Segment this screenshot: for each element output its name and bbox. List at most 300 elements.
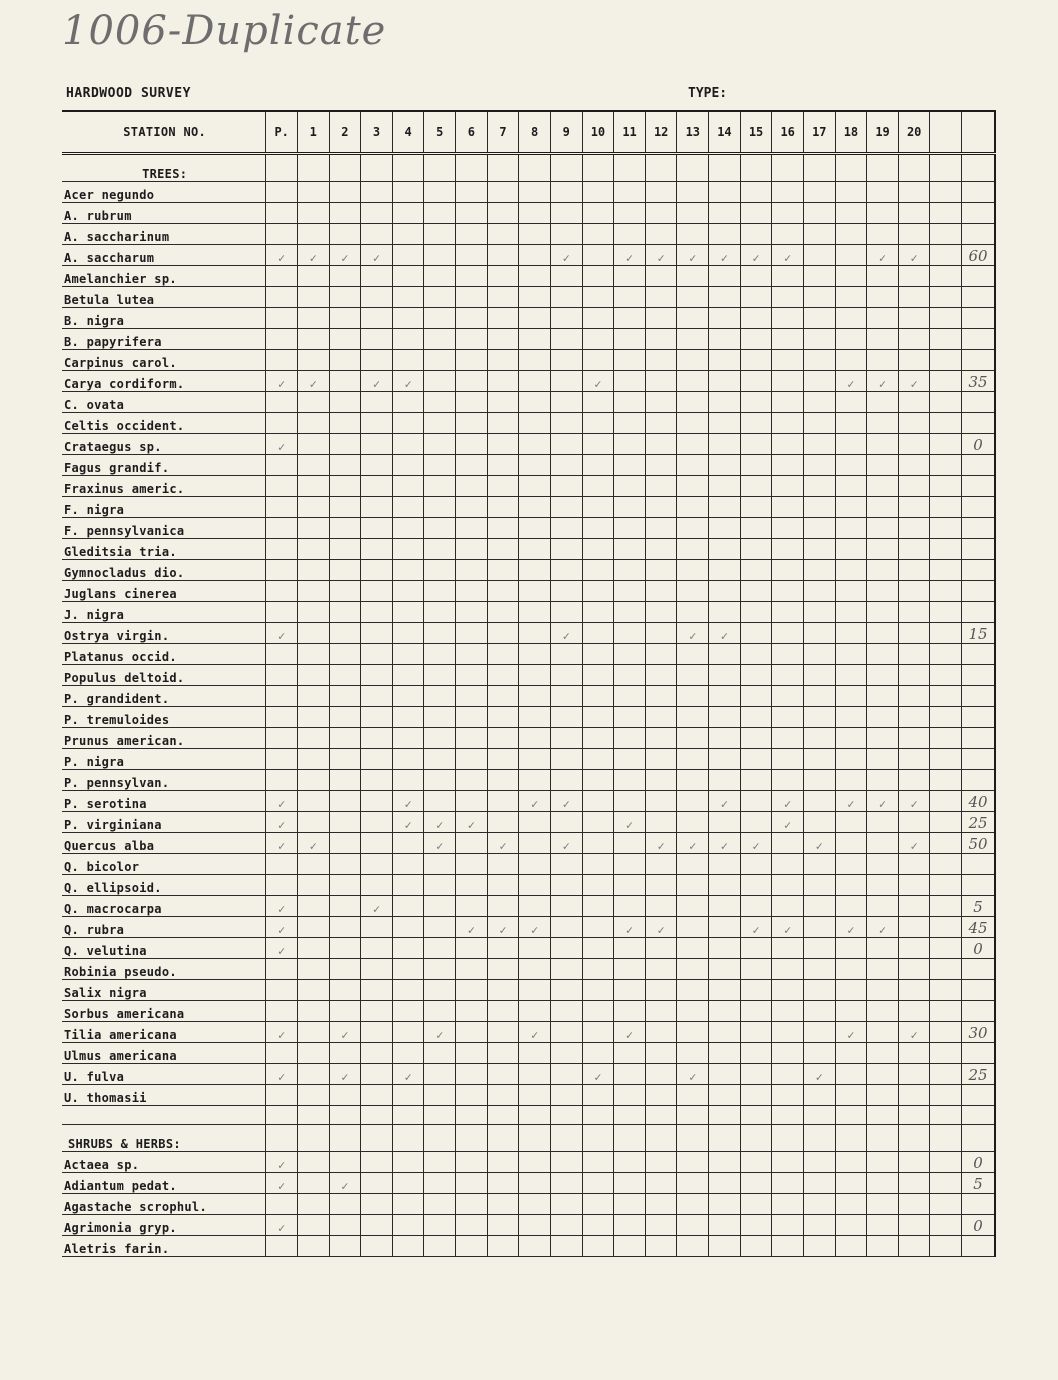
grid-cell [519,938,551,959]
grid-cell [898,896,930,917]
grid-cell [835,203,867,224]
grid-cell [550,896,582,917]
grid-cell [898,329,930,350]
grid-cell [772,770,804,791]
species-name: U. fulva [62,1064,266,1085]
grid-cell [361,602,393,623]
grid-cell [487,224,519,245]
check-mark: ✓ [266,1215,298,1236]
station-column-header: 9 [550,111,582,154]
station-column-header: 1 [297,111,329,154]
grid-cell [772,1173,804,1194]
grid-cell [424,413,456,434]
grid-cell [424,518,456,539]
species-total [962,350,995,371]
grid-cell [424,770,456,791]
species-row [62,623,995,644]
grid-cell [266,1194,298,1215]
grid-cell [392,350,424,371]
grid-cell [550,581,582,602]
species-name: Aletris farin. [62,1236,266,1257]
grid-cell [392,1152,424,1173]
grid-cell [645,980,677,1001]
grid-cell [297,1215,329,1236]
species-total: 15 [962,623,995,644]
grid-cell [392,224,424,245]
grid-cell [582,623,614,644]
grid-cell [487,371,519,392]
grid-cell [266,518,298,539]
grid-cell [329,770,361,791]
grid-cell [898,182,930,203]
grid-cell [803,938,835,959]
grid-cell [645,266,677,287]
grid-cell [550,980,582,1001]
grid-cell [835,392,867,413]
grid-cell [297,560,329,581]
grid-cell [487,623,519,644]
check-mark: ✓ [614,812,646,833]
grid-cell [803,350,835,371]
grid-cell [456,938,488,959]
grid-cell [487,1085,519,1106]
grid-cell [645,1215,677,1236]
grid-cell [582,875,614,896]
grid-cell [550,854,582,875]
grid-cell [709,476,741,497]
grid-cell [392,455,424,476]
grid-cell [614,1173,646,1194]
grid-cell [677,749,709,770]
species-row [62,980,995,1001]
grid-cell [803,749,835,770]
grid-cell [677,959,709,980]
grid-cell [677,980,709,1001]
grid-cell [519,1001,551,1022]
grid-cell [614,413,646,434]
species-name: A. saccharinum [62,224,266,245]
check-mark: ✓ [614,245,646,266]
grid-cell [772,224,804,245]
grid-cell [740,1001,772,1022]
grid-cell [709,1236,741,1257]
grid-cell [487,350,519,371]
grid-cell [519,581,551,602]
grid-cell [930,266,962,287]
grid-cell [709,812,741,833]
grid-cell [867,770,899,791]
station-column-header: 16 [772,111,804,154]
grid-cell [329,602,361,623]
grid-cell [645,476,677,497]
check-mark: ✓ [550,245,582,266]
grid-cell [709,1194,741,1215]
grid-cell [835,938,867,959]
check-mark: ✓ [772,917,804,938]
grid-cell [803,224,835,245]
grid-cell [740,854,772,875]
grid-cell [772,1001,804,1022]
grid-cell [835,182,867,203]
grid-cell [930,917,962,938]
grid-cell [329,539,361,560]
grid-cell [740,560,772,581]
grid-cell [930,1064,962,1085]
grid-cell [645,686,677,707]
grid-cell [898,602,930,623]
grid-cell [677,1043,709,1064]
grid-cell [677,665,709,686]
check-mark: ✓ [266,791,298,812]
grid-cell [424,539,456,560]
grid-cell [392,623,424,644]
grid-cell [297,539,329,560]
species-name: Fraxinus americ. [62,476,266,497]
species-name: Ulmus americana [62,1043,266,1064]
grid-cell [645,728,677,749]
grid-cell [392,581,424,602]
grid-cell [614,1152,646,1173]
grid-cell [487,1022,519,1043]
grid-cell [456,854,488,875]
species-name: Robinia pseudo. [62,959,266,980]
species-total: 0 [962,1152,995,1173]
grid-cell [266,581,298,602]
grid-cell [266,203,298,224]
grid-cell [361,1064,393,1085]
grid-cell [772,644,804,665]
grid-cell [487,182,519,203]
grid-cell [867,896,899,917]
grid-cell [424,581,456,602]
species-row [62,749,995,770]
grid-cell [772,1215,804,1236]
grid-cell [898,497,930,518]
grid-cell [519,518,551,539]
species-row [62,854,995,875]
grid-cell [772,665,804,686]
grid-cell [772,959,804,980]
grid-cell [519,623,551,644]
species-row [62,602,995,623]
check-mark: ✓ [550,791,582,812]
grid-cell [709,602,741,623]
grid-cell [867,560,899,581]
grid-cell [772,1022,804,1043]
check-mark: ✓ [266,1064,298,1085]
grid-cell [424,1085,456,1106]
grid-cell [803,1152,835,1173]
grid-cell [740,329,772,350]
grid-cell [519,539,551,560]
grid-cell [867,413,899,434]
check-mark: ✓ [867,791,899,812]
grid-cell [392,602,424,623]
grid-cell [677,896,709,917]
grid-cell [772,518,804,539]
check-mark: ✓ [361,245,393,266]
grid-cell [361,1236,393,1257]
species-total [962,287,995,308]
check-mark: ✓ [266,938,298,959]
grid-cell [614,476,646,497]
grid-cell [740,896,772,917]
species-name: Carya cordiform. [62,371,266,392]
grid-cell [930,308,962,329]
grid-cell [519,203,551,224]
grid-cell [772,1043,804,1064]
grid-cell [456,476,488,497]
grid-cell [392,1085,424,1106]
grid-cell [456,518,488,539]
grid-cell [519,812,551,833]
grid-cell [582,602,614,623]
grid-cell [392,1022,424,1043]
grid-cell [582,707,614,728]
grid-cell [266,308,298,329]
grid-cell [614,497,646,518]
grid-cell [582,560,614,581]
grid-cell [424,329,456,350]
grid-cell [772,602,804,623]
grid-cell [867,497,899,518]
grid-cell [297,329,329,350]
grid-cell [424,371,456,392]
species-row [62,896,995,917]
grid-cell [392,749,424,770]
grid-cell [361,665,393,686]
check-mark: ✓ [424,1022,456,1043]
grid-cell [456,203,488,224]
check-mark: ✓ [487,833,519,854]
grid-cell [614,560,646,581]
grid-cell [772,497,804,518]
grid-cell [361,812,393,833]
check-mark: ✓ [297,245,329,266]
check-mark: ✓ [835,1022,867,1043]
grid-cell [582,329,614,350]
grid-cell [392,539,424,560]
species-row [62,1085,995,1106]
grid-cell [582,266,614,287]
grid-cell [677,1173,709,1194]
grid-cell [550,1064,582,1085]
grid-cell [709,539,741,560]
grid-cell [582,203,614,224]
grid-cell [582,581,614,602]
grid-cell [424,1173,456,1194]
species-total: 45 [962,917,995,938]
grid-cell [867,1001,899,1022]
species-name: J. nigra [62,602,266,623]
grid-cell [266,329,298,350]
species-total [962,203,995,224]
grid-cell [392,1236,424,1257]
grid-cell [550,644,582,665]
grid-cell [709,665,741,686]
grid-cell [424,980,456,1001]
grid-cell [297,203,329,224]
grid-cell [709,329,741,350]
grid-cell [487,203,519,224]
grid-cell [297,350,329,371]
grid-cell [487,1194,519,1215]
grid-cell [803,665,835,686]
species-row [62,665,995,686]
grid-cell [424,896,456,917]
species-row [62,329,995,350]
grid-cell [930,686,962,707]
grid-cell [487,1215,519,1236]
grid-cell [898,1173,930,1194]
grid-cell [582,245,614,266]
grid-cell [645,224,677,245]
grid-cell [803,791,835,812]
grid-cell [550,1022,582,1043]
grid-cell [361,581,393,602]
grid-cell [487,665,519,686]
grid-cell [898,224,930,245]
grid-cell [740,623,772,644]
check-mark: ✓ [329,1064,361,1085]
grid-cell [582,476,614,497]
grid-cell [361,1152,393,1173]
grid-cell [835,455,867,476]
grid-cell [329,854,361,875]
check-mark: ✓ [361,896,393,917]
grid-cell [266,728,298,749]
grid-cell [519,1194,551,1215]
grid-cell [266,224,298,245]
grid-cell [392,476,424,497]
grid-cell [424,1001,456,1022]
grid-cell [424,308,456,329]
grid-cell [487,602,519,623]
grid-cell [835,1215,867,1236]
grid-cell [361,875,393,896]
grid-cell [930,728,962,749]
grid-cell [329,707,361,728]
grid-cell [519,392,551,413]
grid-cell [709,1215,741,1236]
grid-cell [392,392,424,413]
check-mark: ✓ [867,245,899,266]
grid-cell [772,455,804,476]
species-name: A. saccharum [62,245,266,266]
grid-cell [740,497,772,518]
grid-cell [867,1173,899,1194]
grid-cell [582,686,614,707]
grid-cell [803,854,835,875]
grid-cell [803,581,835,602]
grid-cell [709,413,741,434]
check-mark: ✓ [392,791,424,812]
species-row [62,392,995,413]
species-total [962,686,995,707]
species-row [62,1236,995,1257]
grid-cell [361,1173,393,1194]
grid-cell [519,1236,551,1257]
species-name: Amelanchier sp. [62,266,266,287]
grid-cell [677,728,709,749]
grid-cell [803,1043,835,1064]
grid-cell [867,1236,899,1257]
species-name: Betula lutea [62,287,266,308]
grid-cell [835,434,867,455]
check-mark: ✓ [709,833,741,854]
grid-cell [772,1064,804,1085]
grid-cell [709,203,741,224]
grid-cell [392,329,424,350]
grid-cell [835,1152,867,1173]
grid-cell [582,980,614,1001]
species-total [962,329,995,350]
grid-cell [361,917,393,938]
grid-cell [487,686,519,707]
grid-cell [740,308,772,329]
grid-cell [550,707,582,728]
check-mark: ✓ [361,371,393,392]
grid-cell [456,623,488,644]
grid-cell [266,350,298,371]
grid-cell [582,1236,614,1257]
grid-cell [709,749,741,770]
grid-cell [803,413,835,434]
grid-cell [867,854,899,875]
grid-cell [898,518,930,539]
grid-cell [835,707,867,728]
grid-cell [898,476,930,497]
grid-cell [709,917,741,938]
grid-cell [677,476,709,497]
grid-cell [645,392,677,413]
grid-cell [424,455,456,476]
grid-cell [772,413,804,434]
grid-cell [677,581,709,602]
grid-cell [740,371,772,392]
grid-cell [835,875,867,896]
grid-cell [266,1085,298,1106]
grid-cell [582,728,614,749]
grid-cell [456,287,488,308]
grid-cell [677,413,709,434]
check-mark: ✓ [266,1152,298,1173]
species-name: A. rubrum [62,203,266,224]
grid-cell [392,665,424,686]
grid-cell [709,707,741,728]
grid-cell [456,392,488,413]
grid-cell [803,1022,835,1043]
grid-cell [487,518,519,539]
grid-cell [930,581,962,602]
species-total [962,959,995,980]
grid-cell [297,287,329,308]
grid-cell [456,770,488,791]
grid-cell [456,182,488,203]
grid-cell [930,539,962,560]
grid-cell [519,560,551,581]
species-row [62,308,995,329]
grid-cell [361,938,393,959]
grid-cell [550,455,582,476]
grid-cell [772,854,804,875]
grid-cell [740,875,772,896]
grid-cell [898,749,930,770]
grid-cell [392,707,424,728]
grid-cell [456,1152,488,1173]
grid-cell [456,791,488,812]
species-row [62,791,995,812]
